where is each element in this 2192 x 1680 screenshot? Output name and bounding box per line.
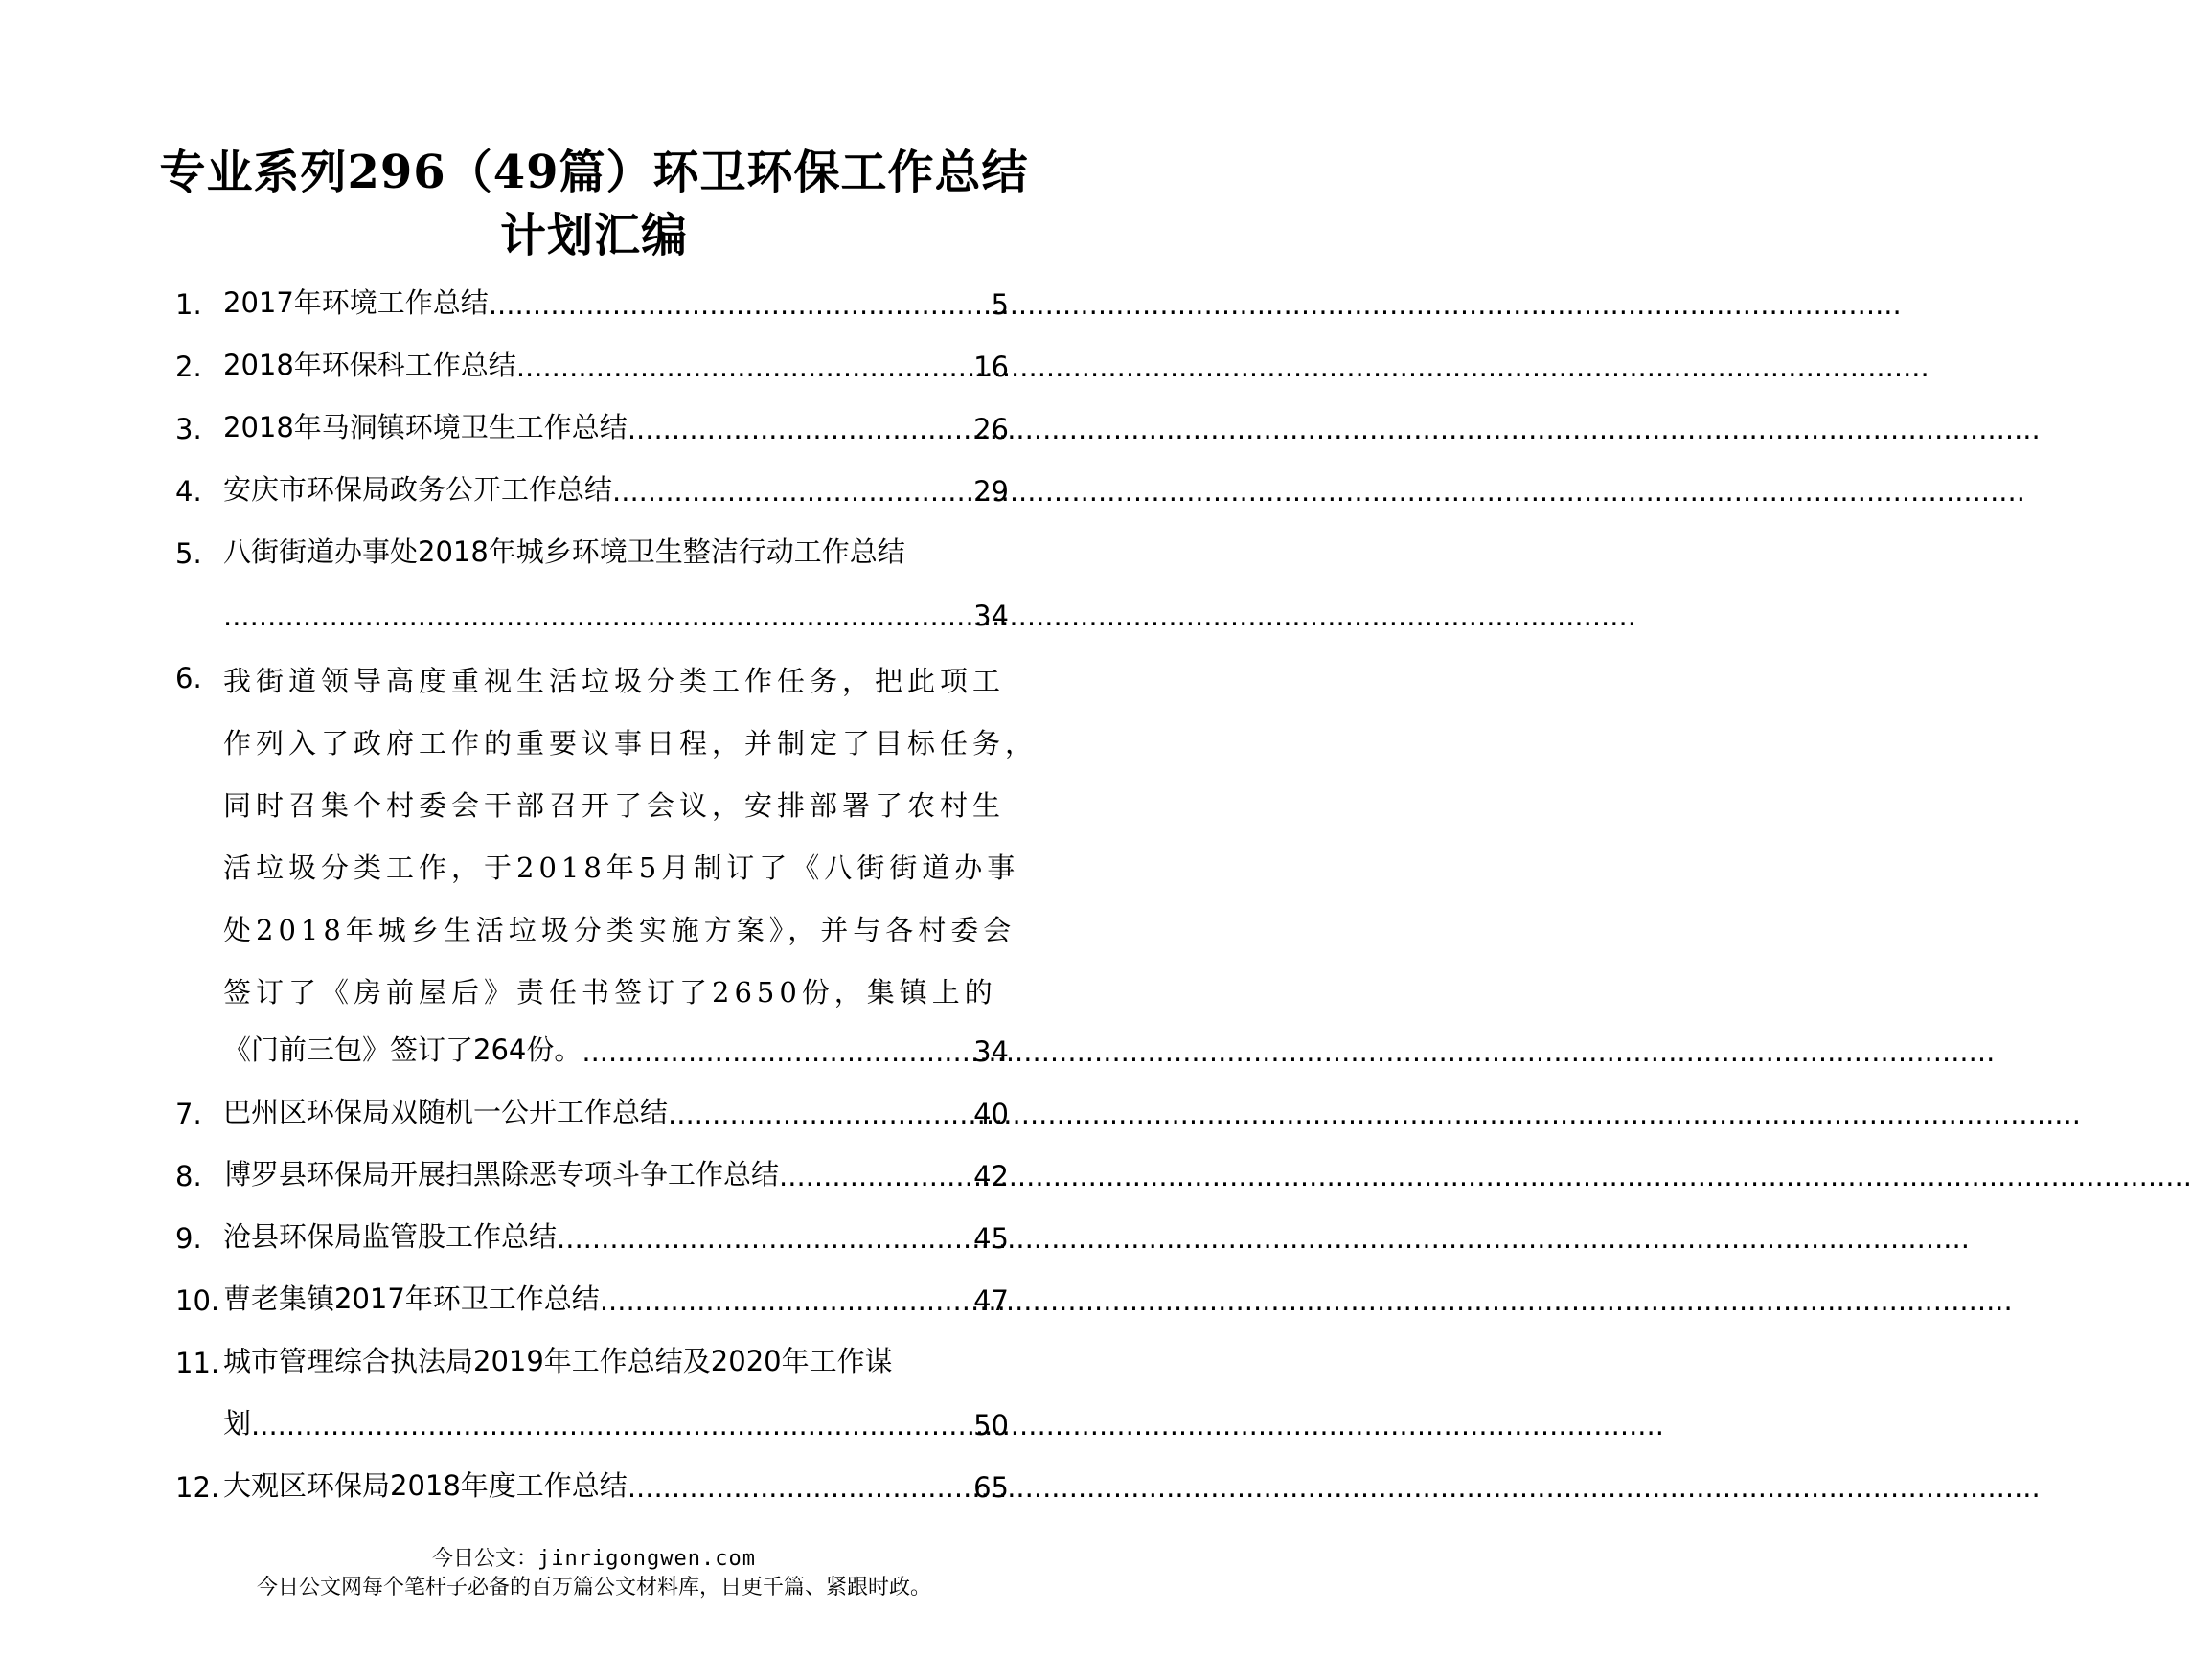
toc-leader-dots — [251, 1409, 973, 1442]
toc-leader-dots — [612, 475, 973, 508]
toc-leader-dots — [628, 1471, 973, 1504]
toc-paragraph-line: 活垃圾分类工作，于2018年5月制订了《八街街道办事 — [223, 851, 1020, 884]
toc-leader-dots — [557, 1222, 973, 1255]
toc-paragraph-line: 签订了《房前屋后》责任书签订了2650份，集镇上的 — [223, 976, 997, 1009]
footer-site-line — [0, 1542, 1188, 1572]
toc-title: 2018年马洞镇环境卫生工作总结 — [223, 411, 628, 443]
toc-paragraph-last: 《门前三包》签订了264份。 — [223, 1033, 582, 1066]
toc-leader-dots — [628, 413, 973, 445]
toc-page-number: 16 — [973, 351, 1009, 383]
toc-page-number: 34 — [973, 600, 1009, 632]
toc-page-number: 65 — [973, 1471, 1009, 1504]
toc-paragraph-line: 处2018年城乡生活垃圾分类实施方案》，并与各村委会 — [223, 914, 1016, 946]
toc-title: 博罗县环保局开展扫黑除恶专项斗争工作总结 — [223, 1158, 780, 1191]
document-title-line2: 计划汇编 — [499, 209, 688, 262]
toc-leader-dots — [223, 600, 973, 632]
toc-number: 2. — [175, 351, 202, 383]
toc-page-number: 45 — [973, 1222, 1009, 1255]
toc-title: 大观区环保局2018年度工作总结 — [223, 1469, 628, 1502]
toc-title: 2018年环保科工作总结 — [223, 349, 516, 381]
toc-number: 12. — [175, 1471, 220, 1504]
toc-page-number: 5 — [991, 288, 1009, 321]
footer-label: 今日公文： — [432, 1547, 538, 1571]
toc-title: 城市管理综合执法局2019年工作总结及2020年工作谋 — [223, 1345, 893, 1377]
toc-number: 6. — [175, 662, 202, 694]
toc-leader-dots — [600, 1284, 973, 1317]
toc-page-number: 50 — [973, 1409, 1009, 1442]
toc-title: 2017年环境工作总结 — [223, 286, 489, 319]
toc-leader-dots — [582, 1035, 973, 1068]
toc-title: 巴州区环保局双随机一公开工作总结 — [223, 1096, 669, 1128]
toc-paragraph-line: 作列入了政府工作的重要议事日程，并制定了目标任务， — [223, 727, 1039, 760]
toc-number: 10. — [175, 1284, 220, 1317]
toc-number: 5. — [175, 537, 202, 570]
toc-number: 4. — [175, 475, 202, 508]
toc-number: 11. — [175, 1347, 220, 1379]
toc-page-number: 34 — [973, 1035, 1009, 1068]
toc-number: 8. — [175, 1160, 202, 1192]
toc-leader-dots — [668, 1098, 973, 1130]
toc-title: 八街街道办事处2018年城乡环境卫生整洁行动工作总结 — [223, 535, 905, 568]
toc-number: 9. — [175, 1222, 202, 1255]
toc-paragraph-line: 我街道领导高度重视生活垃圾分类工作任务，把此项工 — [223, 665, 1006, 697]
toc-leader-dots — [516, 351, 973, 383]
document-title-line1: 专业系列296（49篇）环卫环保工作总结 — [159, 146, 1029, 199]
toc-title: 安庆市环保局政务公开工作总结 — [223, 473, 613, 506]
toc-number: 1. — [175, 288, 202, 321]
toc-title-continued: 划 — [223, 1407, 252, 1440]
footer-site-link[interactable]: jinrigongwen.com — [537, 1547, 756, 1571]
toc-title: 沧县环保局监管股工作总结 — [223, 1220, 558, 1253]
toc-leader-dots — [779, 1160, 973, 1192]
toc-page-number: 26 — [973, 413, 1009, 445]
toc-number: 3. — [175, 413, 202, 445]
toc-page-number: 29 — [973, 475, 1009, 508]
toc-page-number: 47 — [973, 1284, 1009, 1317]
footer-slogan: 今日公文网每个笔杆子必备的百万篇公文材料库，日更千篇、紧跟时政。 — [256, 1576, 931, 1600]
toc-page-number: 40 — [973, 1098, 1009, 1130]
toc-number: 7. — [175, 1098, 202, 1130]
toc-paragraph-line: 同时召集个村委会干部召开了会议，安排部署了农村生 — [223, 789, 1006, 822]
toc-title: 曹老集镇2017年环卫工作总结 — [223, 1283, 600, 1315]
toc-leader-dots — [489, 288, 992, 321]
toc-page-number: 42 — [973, 1160, 1009, 1192]
